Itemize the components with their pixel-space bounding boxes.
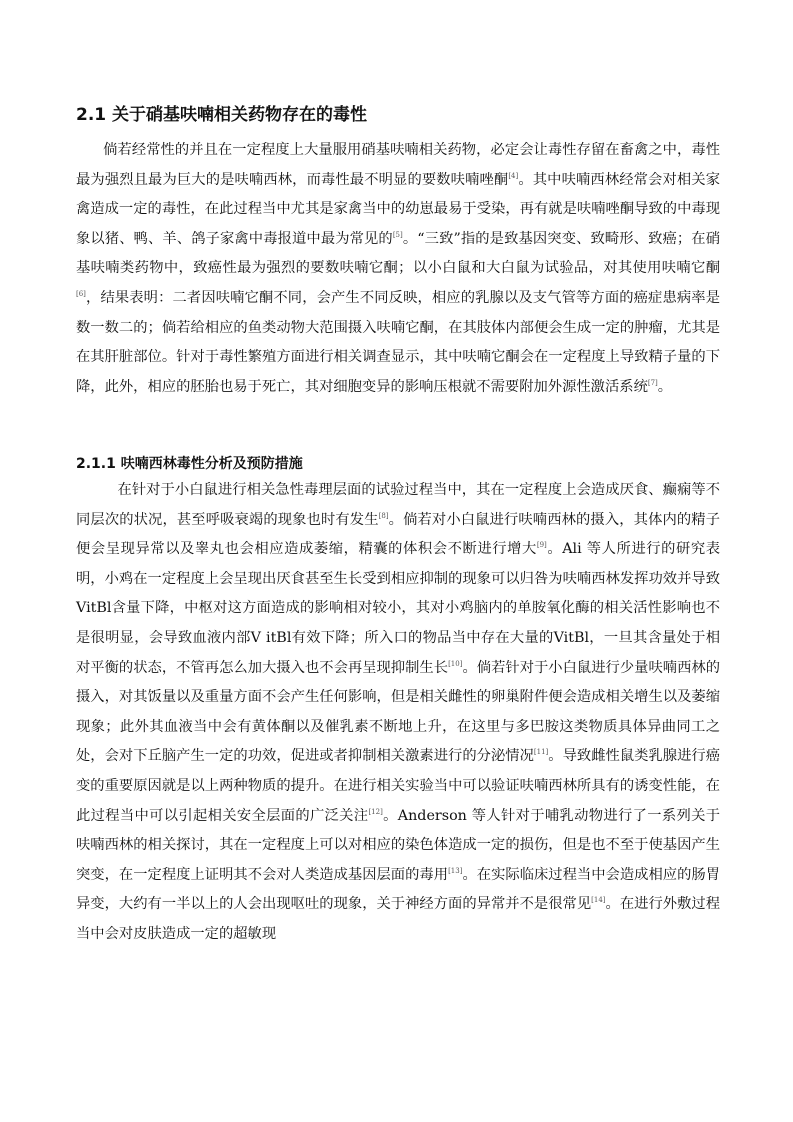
paragraph-text: ，结果表明：二者因呋喃它酮不同，会产生不同反映，相应的乳腺以及支气管等方面的癌症患病率是数一数二的；倘若给相应的鱼类动物大范围摄入呋喃它酮，在其肢体内部便会生成一定的肿瘤，尤其是在其肝脏部位。针对于毒性繁殖方面进行相关调查显示，其中呋喃它酮会在一定程度上导致精子量的下降，此外，相应的胚胎也易于死亡，其对细胞变异的影响压根就不需要附加外源性激活系统 xyxy=(76,289,720,395)
citation-ref: [4] xyxy=(508,171,519,180)
citation-ref: [14] xyxy=(591,896,606,905)
paragraph-text: 。其中呋喃西林经常会对相关家禽造成一定的毒性，在此过程当中尤其是家禽当中的幼崽最易于受染，再有就是呋喃唑酮导致的中毒现象以猪、鸭、羊、鸽子家禽中毒报道中最为常见的 xyxy=(76,171,721,247)
subsection-paragraph xyxy=(76,476,720,950)
citation-ref: [7] xyxy=(647,378,658,387)
paragraph-text: 。在进行外敷过程当中会对皮肤造成一定的超敏现 xyxy=(76,896,721,942)
paragraph-text: 倘若经常性的并且在一定程度上大量服用硝基呋喃相关药物，必定会让毒性存留在畜禽之中，毒性最为强烈且最为巨大的是呋喃西林，而毒性最不明显的要数呋喃唑酮 xyxy=(76,142,720,188)
paragraph-text: 。在实际临床过程当中会造成相应的肠胃异变，大约有一半以上的人会出现呕吐的现象，关于神经方面的异常并不是很常见 xyxy=(76,866,721,913)
citation-ref: [6] xyxy=(76,289,86,298)
subsection-heading: 2.1.1 呋喃西林毒性分析及预防措施 xyxy=(76,456,303,472)
paragraph-text: 。Anderson 等人针对于哺乳动物进行了一系列关于呋喃西林的相关探讨，其在一定程度上可以对相应的染色体造成一定的损伤，但是也不至于使基因产生突变，在一定程度上证明其不会对人类造成基因层面的毒用 xyxy=(76,807,720,883)
paragraph-text: 。 xyxy=(657,378,673,395)
citation-ref: [11] xyxy=(533,748,549,757)
citation-ref: [5] xyxy=(392,230,403,239)
paragraph-text: 。倘若针对于小白鼠进行少量呋喃西林的摄入，对其饭量以及重量方面不会产生任何影响，但是相关雌性的卵巢附件便会造成相关增生以及萎缩现象；此外其血液当中会有黄体酮以及催乳素不断地上升，在这里与多巴胺这类物质具体异曲同工之处，会对下丘脑产生一定的功效，促进或者抑制相关激素进行的分泌情况 xyxy=(76,659,721,765)
citation-ref: [8] xyxy=(378,511,389,520)
citation-ref: [12] xyxy=(368,807,383,816)
paragraph-text: 在针对于小白鼠进行相关急性毒理层面的试验过程当中，其在一定程度上会造成厌食、癫痫等不同层次的状况，甚至呼吸衰竭的现象也时有发生 xyxy=(76,482,720,528)
section-heading: 2.1 关于硝基呋喃相关药物存在的毒性 xyxy=(76,105,368,125)
citation-ref: [13] xyxy=(448,866,463,875)
paragraph-text: 。倘若对小白鼠进行呋喃西林的摄入，其体内的精子便会呈现异常以及睾丸也会相应造成萎缩，精囊的体积会不断进行增大 xyxy=(76,511,721,558)
citation-ref: [9] xyxy=(536,541,547,550)
paragraph-text: 。导致雌性鼠类乳腺进行癌变的重要原因就是以上两种物质的提升。在进行相关实验当中可以验证呋喃西林所具有的诱变性能，在此过程当中可以引起相关安全层面的广泛关注 xyxy=(76,748,720,824)
section-paragraph xyxy=(76,136,720,402)
paragraph-text: 。Ali 等人所进行的研究表明，小鸡在一定程度上会呈现出厌食甚至生长受到相应抑制的现象可以归咎为呋喃西林发挥功效并导致VitBl含量下降，中枢对这方面造成的影响相对较小，其对小鸡脑内的单胺氧化酶的相关活性影响也不是很明显，会导致血液内部Ⅴ itBl有效下降；所入口的物品当中存在大量的VitBl，一旦其含量处于相对平衡的状态，不管再怎么加大摄入也不会再呈现抑制生长 xyxy=(76,541,721,676)
citation-ref: [10] xyxy=(448,659,463,668)
paragraph-text: 。“三致”指的是致基因突变、致畸形、致癌；在硝基呋喃类药物中，致癌性最为强烈的要数呋喃它酮；以小白鼠和大白鼠为试验品，对其使用呋喃它酮 xyxy=(76,230,720,277)
